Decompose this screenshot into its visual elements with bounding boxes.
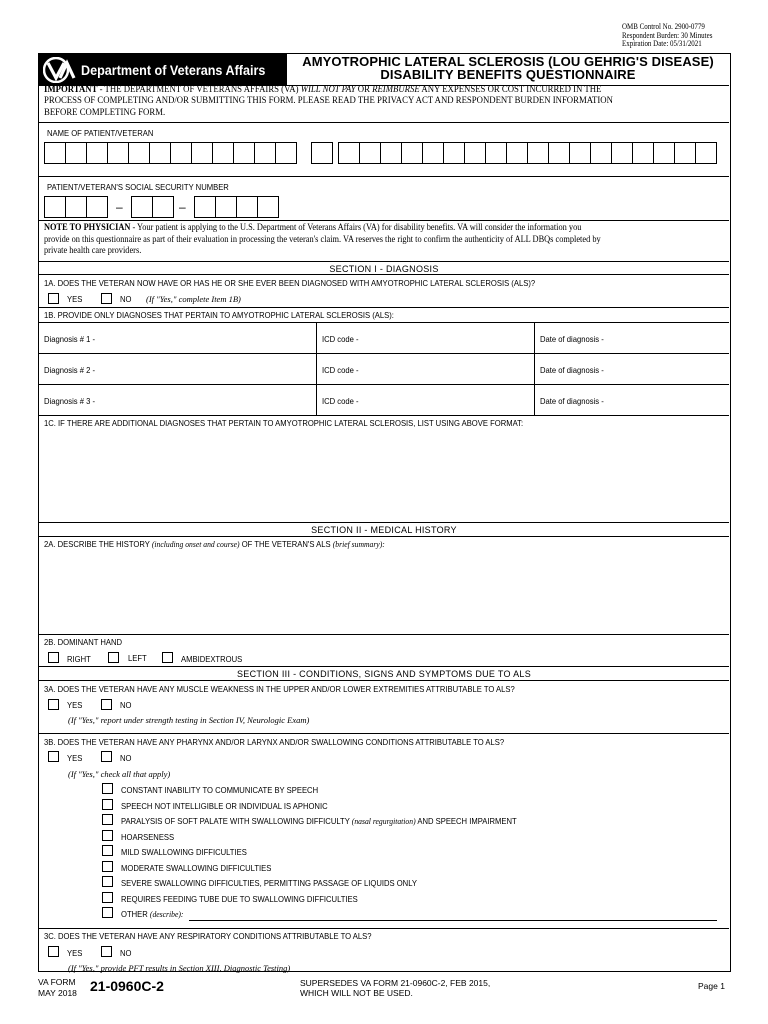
right-hand-checkbox[interactable]: [48, 652, 59, 663]
no-label: NO: [120, 700, 132, 710]
important-notice: IMPORTANT - THE DEPARTMENT OF VETERANS AFFAIRS (VA) WILL NOT PAY OR REIMBURSE ANY EXPENSES OR COST INCURRED IN THE PROCESS OF COMPLETING AND/OR SUBMITTING THIS FORM. PLEASE READ THE PRIVACY ACT AND RESPONDENT BURDEN INFORMATION BEFORE COMPLETING FORM.: [44, 85, 613, 118]
footer-date: MAY 2018: [38, 988, 77, 998]
first-name-letter-box[interactable]: [233, 142, 255, 164]
option-constant-inability-checkbox[interactable]: [102, 783, 113, 794]
yes-label: YES: [67, 753, 83, 763]
no-label: NO: [120, 294, 132, 304]
right-label: RIGHT: [67, 654, 91, 664]
last-name-letter-box[interactable]: [590, 142, 612, 164]
note-lead: NOTE TO PHYSICIAN: [44, 222, 131, 232]
ssn-group-digit-box[interactable]: [131, 196, 153, 218]
ssn-serial-digit-box[interactable]: [257, 196, 279, 218]
option-hoarseness-checkbox[interactable]: [102, 830, 113, 841]
option-mild-swallowing-checkbox[interactable]: [102, 845, 113, 856]
footer-supersedes-1: SUPERSEDES VA FORM 21-0960C-2, FEB 2015,: [300, 978, 491, 988]
last-name-letter-box[interactable]: [422, 142, 444, 164]
omb-burden: Respondent Burden: 30 Minutes: [622, 29, 713, 40]
omb-info: [622, 22, 712, 48]
omb-control: OMB Control No. 2900-0779: [622, 21, 705, 31]
left-label: LEFT: [128, 653, 147, 663]
footer-form-number: 21-0960C-2: [90, 978, 164, 994]
left-hand-checkbox[interactable]: [108, 652, 119, 663]
yes-label: YES: [67, 294, 83, 304]
section-3-title: SECTION III - CONDITIONS, SIGNS AND SYMPTOMS DUE TO ALS: [236, 669, 532, 679]
last-name-letter-box[interactable]: [485, 142, 507, 164]
middle-initial-letter-box[interactable]: [311, 142, 333, 164]
option-label: PARALYSIS OF SOFT PALATE WITH SWALLOWING DIFFICULTY (nasal regurgitation) AND SPEECH IMPAIRMENT: [121, 816, 517, 826]
no-checkbox[interactable]: [101, 293, 112, 304]
ambidextrous-checkbox[interactable]: [162, 652, 173, 663]
last-name-letter-box[interactable]: [359, 142, 381, 164]
form-title-line2: DISABILITY BENEFITS QUESTIONNAIRE: [380, 67, 636, 82]
yes-label: YES: [67, 700, 83, 710]
ssn-group-digit-box[interactable]: [152, 196, 174, 218]
last-name-letter-box[interactable]: [569, 142, 591, 164]
option-label: MODERATE SWALLOWING DIFFICULTIES: [121, 863, 272, 873]
name-label: NAME OF PATIENT/VETERAN: [47, 128, 154, 138]
omb-expiration: Expiration Date: 05/31/2021: [622, 38, 702, 49]
question-1c[interactable]: 1C. IF THERE ARE ADDITIONAL DIAGNOSES THAT PERTAIN TO AMYOTROPHIC LATERAL SCLEROSIS, LIST USING ABOVE FORMAT:: [44, 418, 524, 428]
ssn-area-digit-box[interactable]: [86, 196, 108, 218]
last-name-letter-box[interactable]: [632, 142, 654, 164]
physician-note: NOTE TO PHYSICIAN - Your patient is applying to the U.S. Department of Veterans Affairs (VA) for disability benefits. VA will consider the information you provide on this questionnaire as part of their evaluation in processing the veteran's claim. VA reserves the right to confirm the authenticity of ALL DBQs completed by private health care providers.: [44, 222, 601, 256]
option-paralysis-soft-palate-checkbox[interactable]: [102, 814, 113, 825]
ssn-dash: –: [179, 200, 186, 214]
option-label: HOARSENESS: [121, 832, 175, 842]
no-checkbox[interactable]: [101, 946, 112, 957]
no-checkbox[interactable]: [101, 751, 112, 762]
yes-checkbox[interactable]: [48, 946, 59, 957]
ssn-area-digit-box[interactable]: [44, 196, 66, 218]
yes-checkbox[interactable]: [48, 293, 59, 304]
footer-va-form: VA FORM: [38, 977, 76, 987]
q1a-instruction: (If "Yes," complete Item 1B): [146, 294, 241, 304]
last-name-letter-box[interactable]: [548, 142, 570, 164]
first-name-letter-box[interactable]: [44, 142, 66, 164]
yes-checkbox[interactable]: [48, 699, 59, 710]
ssn-serial-digit-box[interactable]: [236, 196, 258, 218]
footer-page: Page 1: [698, 981, 725, 991]
q3c-instruction: (If "Yes," provide PFT results in Section XIII, Diagnostic Testing): [68, 963, 291, 973]
va-logo-block: [39, 54, 287, 85]
option-severe-swallowing-checkbox[interactable]: [102, 876, 113, 887]
yes-checkbox[interactable]: [48, 751, 59, 762]
first-name-letter-box[interactable]: [170, 142, 192, 164]
last-name-letter-box[interactable]: [506, 142, 528, 164]
important-lead: IMPORTANT: [44, 85, 98, 95]
first-name-letter-box[interactable]: [128, 142, 150, 164]
first-name-letter-box[interactable]: [212, 142, 234, 164]
first-name-letter-box[interactable]: [149, 142, 171, 164]
first-name-letter-box[interactable]: [275, 142, 297, 164]
first-name-letter-box[interactable]: [86, 142, 108, 164]
option-label: REQUIRES FEEDING TUBE DUE TO SWALLOWING DIFFICULTIES: [121, 894, 358, 904]
ambidextrous-label: AMBIDEXTROUS: [181, 654, 243, 664]
first-name-letter-box[interactable]: [254, 142, 276, 164]
no-label: NO: [120, 753, 132, 763]
q3a-instruction: (If "Yes," report under strength testing in Section IV, Neurologic Exam): [68, 715, 310, 725]
question-1a: 1A. DOES THE VETERAN NOW HAVE OR HAS HE OR SHE EVER BEEN DIAGNOSED WITH AMYOTROPHIC LATERAL SCLEROSIS (ALS)?: [44, 278, 536, 288]
option-speech-not-intelligible-checkbox[interactable]: [102, 799, 113, 810]
section-2-title: SECTION II - MEDICAL HISTORY: [311, 525, 457, 535]
ssn-dash: –: [116, 200, 123, 214]
q3b-instruction: (If "Yes," check all that apply): [68, 769, 171, 779]
form-title: [287, 55, 729, 81]
last-name-letter-box[interactable]: [674, 142, 696, 164]
option-label: OTHER (describe):: [121, 909, 184, 919]
first-name-letter-box[interactable]: [107, 142, 129, 164]
agency-name: Department of Veterans Affairs: [81, 62, 266, 78]
va-seal-icon: [43, 57, 77, 83]
diagnosis-2-label[interactable]: Diagnosis # 2 -: [44, 365, 96, 375]
first-name-letter-box[interactable]: [191, 142, 213, 164]
option-moderate-swallowing-checkbox[interactable]: [102, 861, 113, 872]
date-of-diagnosis-1-label[interactable]: Date of diagnosis -: [540, 334, 604, 344]
last-name-letter-box[interactable]: [380, 142, 402, 164]
option-label: MILD SWALLOWING DIFFICULTIES: [121, 847, 247, 857]
last-name-letter-box[interactable]: [611, 142, 633, 164]
question-3b: 3B. DOES THE VETERAN HAVE ANY PHARYNX AND/OR LARYNX AND/OR SWALLOWING CONDITIONS ATTRIBUTABLE TO ALS?: [44, 737, 505, 747]
option-label: SPEECH NOT INTELLIGIBLE OR INDIVIDUAL IS APHONIC: [121, 801, 328, 811]
ssn-area-digit-box[interactable]: [65, 196, 87, 218]
ssn-label: PATIENT/VETERAN'S SOCIAL SECURITY NUMBER: [47, 182, 229, 192]
question-1b: 1B. PROVIDE ONLY DIAGNOSES THAT PERTAIN TO AMYOTROPHIC LATERAL SCLEROSIS (ALS):: [44, 310, 394, 320]
questionnaire-form: [38, 53, 731, 972]
ssn-serial-digit-box[interactable]: [194, 196, 216, 218]
question-2b: 2B. DOMINANT HAND: [44, 637, 123, 647]
form-title-line1: AMYOTROPHIC LATERAL SCLEROSIS (LOU GEHRIG'S DISEASE): [302, 54, 714, 69]
last-name-letter-box[interactable]: [653, 142, 675, 164]
last-name-letter-box[interactable]: [338, 142, 360, 164]
question-2a[interactable]: 2A. DESCRIBE THE HISTORY (including onset and course) OF THE VETERAN'S ALS (brief summary):: [44, 539, 385, 549]
option-feeding-tube-checkbox[interactable]: [102, 892, 113, 903]
icd-code-3-label[interactable]: ICD code -: [322, 396, 359, 406]
diagnosis-3-label[interactable]: Diagnosis # 3 -: [44, 396, 96, 406]
last-name-letter-box[interactable]: [527, 142, 549, 164]
yes-label: YES: [67, 948, 83, 958]
last-name-letter-box[interactable]: [401, 142, 423, 164]
date-of-diagnosis-2-label[interactable]: Date of diagnosis -: [540, 365, 604, 375]
last-name-letter-box[interactable]: [695, 142, 717, 164]
form-header: [39, 54, 729, 86]
option-label: CONSTANT INABILITY TO COMMUNICATE BY SPEECH: [121, 785, 319, 795]
footer-supersedes-2: WHICH WILL NOT BE USED.: [300, 988, 413, 998]
date-of-diagnosis-3-label[interactable]: Date of diagnosis -: [540, 396, 604, 406]
first-name-letter-box[interactable]: [65, 142, 87, 164]
question-3c: 3C. DOES THE VETERAN HAVE ANY RESPIRATORY CONDITIONS ATTRIBUTABLE TO ALS?: [44, 931, 372, 941]
last-name-letter-box[interactable]: [443, 142, 465, 164]
icd-code-2-label[interactable]: ICD code -: [322, 365, 359, 375]
ssn-serial-digit-box[interactable]: [215, 196, 237, 218]
other-describe-line[interactable]: [189, 920, 717, 921]
last-name-letter-box[interactable]: [464, 142, 486, 164]
diagnosis-1-label[interactable]: Diagnosis # 1 -: [44, 334, 96, 344]
icd-code-1-label[interactable]: ICD code -: [322, 334, 359, 344]
question-3a: 3A. DOES THE VETERAN HAVE ANY MUSCLE WEAKNESS IN THE UPPER AND/OR LOWER EXTREMITIES ATTRIBUTABLE TO ALS?: [44, 684, 515, 694]
option-label: SEVERE SWALLOWING DIFFICULTIES, PERMITTING PASSAGE OF LIQUIDS ONLY: [121, 878, 418, 888]
no-checkbox[interactable]: [101, 699, 112, 710]
no-label: NO: [120, 948, 132, 958]
option-other-checkbox[interactable]: [102, 907, 113, 918]
section-1-title: SECTION I - DIAGNOSIS: [329, 264, 439, 274]
